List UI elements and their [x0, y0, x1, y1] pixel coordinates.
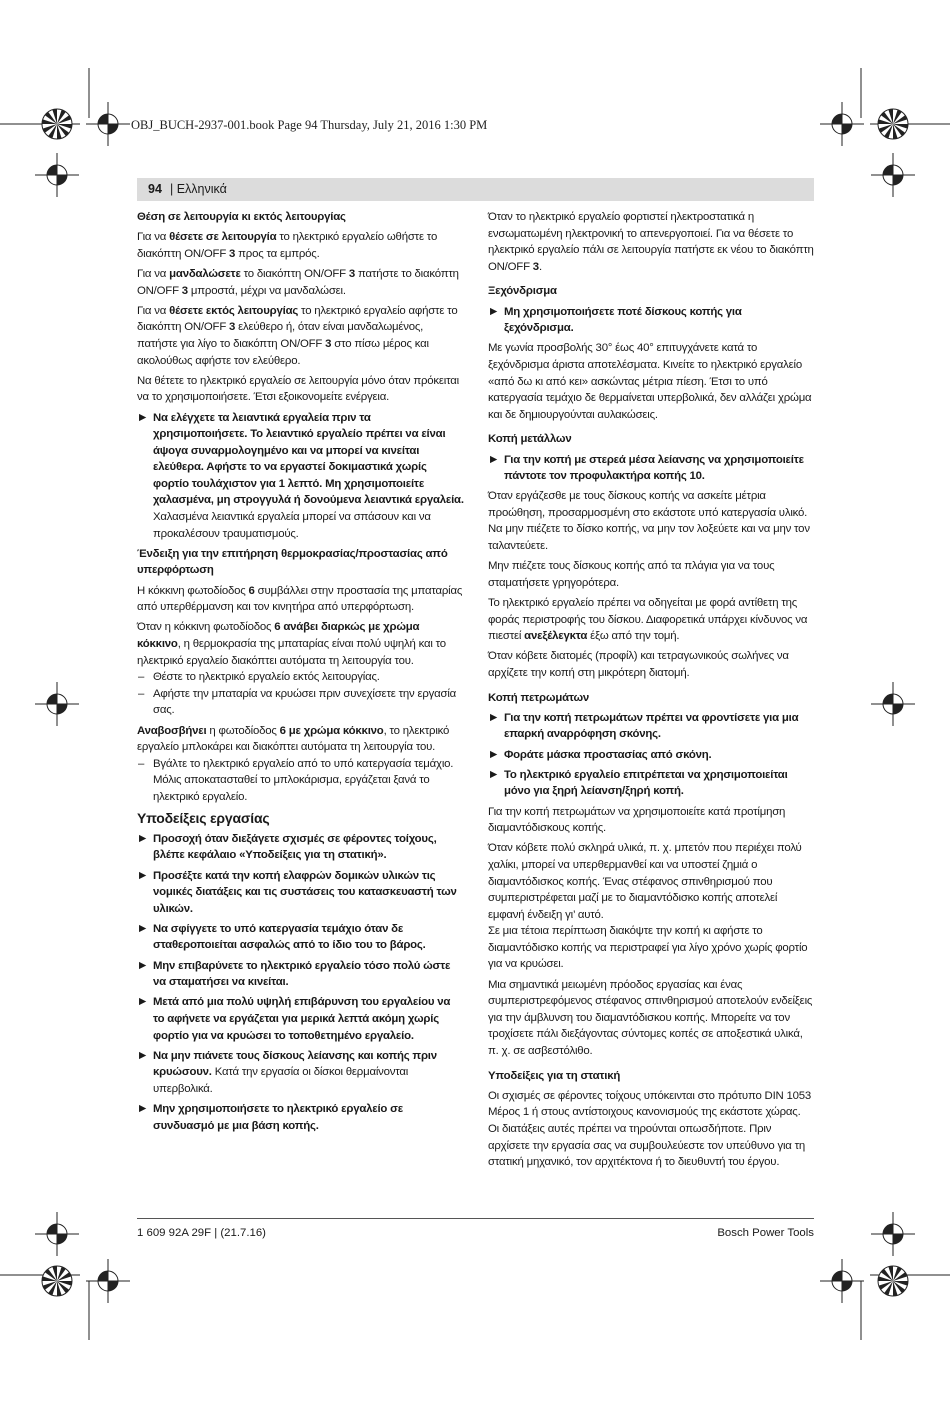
paragraph: Οι σχισμές σε φέροντες τοίχους υπόκεινται στο πρότυπο DIN 1053 Μέρος 1 ή στους αντίστοιχους κανονισμούς της εκάστοτε χώρας.	[488, 1089, 812, 1119]
warning-item: ▶ Για την κοπή πετρωμάτων πρέπει να φροντίσετε για μια επαρκή αναρρόφηση σκόνης.	[490, 711, 799, 741]
arrow-bullet-icon: ▶	[490, 748, 498, 760]
heading-statics: Υποδείξεις για τη στατική	[488, 1069, 621, 1082]
heading-working-advice: Υποδείξεις εργασίας	[137, 810, 270, 827]
warning-item: ▶ Προσέξτε κατά την κοπή ελαφρών δομικών υλικών τις νομικές διατάξεις και τις συστάσεις του κατασκευαστή των υλικών.	[139, 869, 457, 915]
warning-item: ▶ Για την κοπή με στερεά μέσα λείανσης να χρησιμοποιείτε πάντοτε τον προφυλακτήρα κοπής 10.	[490, 453, 804, 483]
arrow-bullet-icon: ▶	[139, 959, 147, 971]
warning-item: ▶ Το ηλεκτρικό εργαλείο επιτρέπεται να χρησιμοποιείται μόνο για ξηρή λείανση/ξηρή κοπή.	[490, 768, 788, 798]
footer-rule	[137, 1218, 814, 1219]
paragraph: Όταν το ηλεκτρικό εργαλείο φορτιστεί ηλεκτροστατικά η ενσωματωμένη ηλεκτρονική το απενεργοποιεί. Για να θέσετε το ηλεκτρικό εργαλείο πάλι σε λειτουργία πατήστε εκ νέου το διακόπτη ON/OFF 3.	[488, 211, 814, 273]
dash-item: – Βγάλτε το ηλεκτρικό εργαλείο από το υπό κατεργασία τεμάχιο.	[138, 757, 454, 770]
indented-note: Μόλις αποκατασταθεί το μπλοκάρισμα, εργάζεται ξανά το ηλεκτρικό εργαλείο.	[153, 774, 430, 803]
paragraph: Όταν η κόκκινη φωτοδίοδος 6 ανάβει διαρκώς με χρώμα κόκκινο, η θερμοκρασία της μπαταρίας είναι πολύ υψηλή και το ηλεκτρικό εργαλείο διακόπτει αυτόματα τη λειτουργία του.	[137, 621, 446, 667]
arrow-bullet-icon: ▶	[139, 1103, 147, 1115]
arrow-bullet-icon: ▶	[490, 768, 498, 780]
arrow-bullet-icon: ▶	[490, 305, 498, 317]
warning-item: ▶ Προσοχή όταν διεξάγετε σχισμές σε φέροντες τοίχους, βλέπε κεφάλαιο «Υποδείξεις για τη στατική».	[139, 832, 437, 862]
print-header: OBJ_BUCH-2937-001.book Page 94 Thursday, July 21, 2016 1:30 PM	[131, 118, 488, 132]
arrow-bullet-icon: ▶	[139, 996, 147, 1008]
heading-temperature: Ένδειξη για την επιτήρηση θερμοκρασίας/προστασίας από υπερφόρτωση	[137, 547, 448, 577]
arrow-bullet-icon: ▶	[139, 832, 147, 844]
paragraph: Το ηλεκτρικό εργαλείο πρέπει να οδηγείται με φορά αντίθετη της φοράς περιστροφής του δίσκου. Διαφορετικά υπάρχει κίνδυνος να πιεστεί ανεξέλεγκτα έξω από την τομή.	[488, 597, 808, 643]
warning-item: ▶ Μην χρησιμοποιήσετε το ηλεκτρικό εργαλείο σε συνδυασμό με μια βάση κοπής.	[139, 1103, 403, 1132]
warning-item: ▶ Να μην πιάνετε τους δίσκους λείανσης και κοπής πριν κρυώσουν. Κατά την εργασία οι δίσκοι θερμαίνονται υπερβολικά.	[139, 1049, 437, 1095]
right-column	[488, 209, 814, 1174]
footer-brand: Bosch Power Tools	[717, 1227, 814, 1239]
paragraph: Μια σημαντικά μειωμένη πρόοδος εργασίας και ένας συμπεριστρεφόμενος στέφανος σπινθηρισμού αποτελούν ενδείξεις για την άμβλυνση του διαμαντόδισκου κοπής. Μπορείτε να τον τροχίσετε πάλι διεξάγοντας σύντομες κοπές σε αποξεστικά υλικά, π. χ. σε ασβεστόλιθο.	[488, 978, 813, 1058]
arrow-bullet-icon: ▶	[139, 1049, 147, 1061]
paragraph: Για να μανδαλώσετε το διακόπτη ON/OFF 3 πατήστε το διακόπτη ON/OFF 3 μπροστά, μέχρι να μανδαλώσει.	[137, 267, 459, 297]
dash-item: – Αφήστε την μπαταρία να κρυώσει πριν συνεχίσετε την εργασία σας.	[138, 687, 457, 717]
arrow-bullet-icon: ▶	[139, 869, 147, 881]
paragraph: Όταν εργάζεσθε με τους δίσκους κοπής να ασκείτε μέτρια προώθηση, προσαρμοσμένη στο εκάστοτε υπό κατεργασία υλικό. Να μην πιέζετε το δίσκο κοπής, να μην τον λοξεύετε και να μην τον ταλαντεύετε.	[488, 490, 810, 553]
heading-on-off: Θέση σε λειτουργία κι εκτός λειτουργίας	[137, 211, 346, 223]
warning-item: ▶ Μετά από μια πολύ υψηλή επιβάρυνση του εργαλείου να το αφήνετε να εργάζεται για μερικά λεπτά ακόμη χωρίς φορτίο για να κρυώσει το τοποθετημένο εργαλείο.	[139, 996, 451, 1042]
warning-item: ▶ Να σφίγγετε το υπό κατεργασία τεμάχιο όταν δε σταθεροποιείται ασφαλώς από το ίδιο του το βάρος.	[139, 922, 426, 952]
arrow-bullet-icon: ▶	[490, 453, 498, 465]
warning-item: ▶ Να ελέγχετε τα λειαντικά εργαλεία πριν τα χρησιμοποιήσετε. Το λειαντικό εργαλείο πρέπει να είναι άψογα συναρμολογημένο και να μπορεί να κινείται ελεύθερα. Αφήστε το να εργαστεί δοκιμαστικά χωρίς φορτίο τουλάχιστον για 1 λεπτό. Μη χρησιμοποιείτε χαλασμένα, μη στρογγυλά ή δονούμενα λειαντικά εργαλεία. Χαλασμένα λειαντικά εργαλεία μπορεί να σπάσουν και να προκαλέσουν τραυματισμούς.	[139, 411, 464, 540]
footer-doc-number: 1 609 92A 29F | (21.7.16)	[137, 1227, 266, 1239]
paragraph: Σε μια τέτοια περίπτωση διακόψτε την κοπή κι αφήστε το διαμαντόδισκο κοπής να περιστραφεί για λίγο χρόνο χωρίς φορτίο για να κρυώσει.	[488, 925, 808, 971]
paragraph: Με γωνία προσβολής 30° έως 40° επιτυγχάνετε κατά το ξεχόνδρισμα άριστα αποτελέσματα. Κινείτε το ηλεκτρικό εργαλείο «από δω κι από κει» ασκώντας μέτρια πίεση. Έτσι το υπό κατεργασία τεμάχιο δε θερμαίνεται υπερβολικά, δεν αλλάζει χρώμα και δε δημιουργούνται αυλακώσεις.	[488, 342, 812, 421]
warning-item: ▶ Μην επιβαρύνετε το ηλεκτρικό εργαλείο τόσο πολύ ώστε να σταματήσει να κινείται.	[139, 959, 451, 989]
arrow-bullet-icon: ▶	[139, 922, 147, 934]
dash-item: – Θέστε το ηλεκτρικό εργαλείο εκτός λειτουργίας.	[138, 671, 380, 684]
page-number: 94	[148, 182, 162, 196]
paragraph: Για να θέσετε εκτός λειτουργίας το ηλεκτρικό εργαλείο αφήστε το διακόπτη ON/OFF 3 ελεύθερο ή, όταν είναι μανδαλωμένος, πατήστε για λίγο το διακόπτη ON/OFF 3 στο πίσω μέρος και ακολούθως αφήστε τον ελεύθερο.	[137, 304, 458, 367]
arrow-bullet-icon: ▶	[139, 411, 147, 423]
left-column	[137, 209, 464, 1138]
paragraph: Όταν κόβετε διατομές (προφίλ) και τετραγωνικούς σωλήνες να αρχίζετε την κοπή στη μικρότερη διατομή.	[488, 650, 789, 679]
heading-roughing: Ξεχόνδρισμα	[488, 285, 557, 298]
arrow-bullet-icon: ▶	[490, 711, 498, 723]
paragraph: Όταν κόβετε πολύ σκληρά υλικά, π. χ. μπετόν που περιέχει πολύ χαλίκι, μπορεί να υπερθερμανθεί και να υποστεί ζημιά ο διαμαντόδισκος κοπής. Ένας στέφανος σπινθηρισμού που συμπεριστρέφεται μαζί με το διαμαντόδισκο κοπής αποτελεί εμφανή ένδειξη γι’ αυτό.	[488, 842, 802, 921]
warning-item: ▶ Φοράτε μάσκα προστασίας από σκόνη.	[488, 747, 814, 764]
paragraph: Να θέτετε το ηλεκτρικό εργαλείο σε λειτουργία μόνο όταν πρόκειται να το χρησιμοποιήσετε. Έτσι εξοικονομείτε ενέργεια.	[137, 374, 459, 404]
paragraph: Αναβοσβήνει η φωτοδίοδος 6 με χρώμα κόκκινο, το ηλεκτρικό εργαλείο μπλοκάρει και διακόπτει αυτόματα τη λειτουργία του.	[137, 724, 450, 754]
page-header-band	[137, 178, 814, 201]
heading-cutting-metal: Κοπή μετάλλων	[488, 433, 572, 446]
heading-cutting-stone: Κοπή πετρωμάτων	[488, 691, 590, 704]
paragraph: Η κόκκινη φωτοδίοδος 6 συμβάλλει στην προστασία της μπαταρίας από υπερθέρμανση και τον κινητήρα από υπερφόρτωση.	[137, 584, 463, 614]
paragraph: Μην πιέζετε τους δίσκους κοπής από τα πλάγια για να τους σταματήσετε γρηγορότερα.	[488, 560, 775, 589]
paragraph: Για την κοπή πετρωμάτων να χρησιμοποιείτε κατά προτίμηση διαμαντόδισκους κοπής.	[488, 805, 786, 835]
section-title: | Ελληνικά	[170, 182, 227, 196]
paragraph: Οι διατάξεις αυτές πρέπει να τηρούνται οπωσδήποτε. Πριν αρχίσετε την εργασία σας να συμβουλεύεστε τον υπεύθυνο για τη στατική μηχανικό, τον αρχιτέκτονα ή το διευθυντή του έργου.	[488, 1123, 806, 1169]
warning-item: ▶ Μη χρησιμοποιήσετε ποτέ δίσκους κοπής για ξεχόνδρισμα.	[490, 305, 742, 335]
paragraph: Για να θέσετε σε λειτουργία το ηλεκτρικό εργαλείο ωθήστε το διακόπτη ON/OFF 3 προς τα εμπρός.	[137, 231, 438, 260]
